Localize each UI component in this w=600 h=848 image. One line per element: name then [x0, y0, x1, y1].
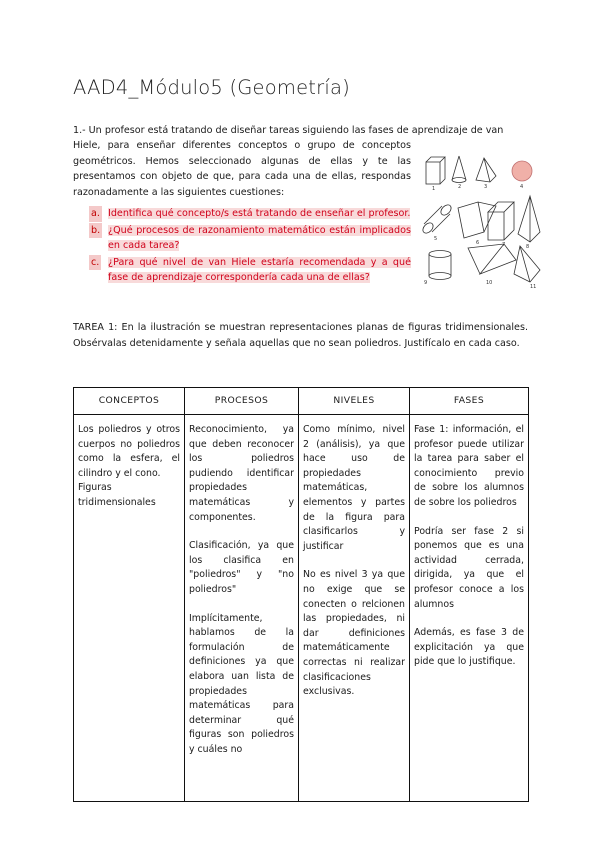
- solid-prism-shape: [426, 162, 440, 184]
- figure-label: 6: [476, 240, 480, 246]
- question-text: Identifica qué concepto/s está tratando de enseñar el profesor.: [108, 208, 411, 219]
- conceptos-text-2: Figuras tridimensionales: [78, 482, 156, 508]
- header-niveles: NIVELES: [299, 388, 410, 415]
- question-list: [89, 206, 411, 287]
- cell-niveles: [299, 415, 410, 802]
- solid-pyramid-shape: [476, 158, 496, 182]
- figure-label: 7: [502, 242, 506, 248]
- cell-fases: [410, 415, 529, 802]
- table-row: [74, 415, 529, 802]
- question-letter: c.: [89, 255, 101, 271]
- figure-label: 1: [432, 186, 436, 192]
- question-text: ¿Qué procesos de razonamiento matemático están implicados en cada tarea?: [108, 224, 411, 252]
- question-a: [89, 206, 411, 222]
- figure-label: 11: [530, 284, 537, 290]
- solid-box-shape: [488, 202, 514, 240]
- solid-cylinder-tilted-shape: [424, 206, 450, 232]
- figure-label: 10: [486, 280, 493, 286]
- solid-small-pyramid-shape: [514, 246, 540, 282]
- fases-text-3: Además, es fase 3 de explicitación ya que pide que lo justifique.: [414, 627, 524, 668]
- header-conceptos: CONCEPTOS: [74, 388, 185, 415]
- procesos-text-1: Reconocimiento, ya que deben reconocer los poliedros pudiendo identificar propiedades matemáticas y componentes.: [189, 424, 294, 523]
- solid-slanted-prism-shape: [458, 202, 496, 238]
- figure-label: 5: [434, 236, 438, 242]
- cell-conceptos: [74, 415, 185, 802]
- question-letter: b.: [89, 223, 102, 239]
- question-letter: a.: [89, 206, 102, 222]
- figure-label: 2: [458, 184, 462, 190]
- solid-cylinder-shape: [429, 251, 451, 258]
- table-header-row: [74, 388, 529, 415]
- figure-label: 3: [484, 184, 488, 190]
- procesos-text-2: Clasificación, ya que los clasifica en "poliedros" y "no poliedros": [189, 540, 294, 595]
- figure-label: 9: [424, 280, 428, 286]
- intro-line-1: 1.- Un profesor está tratando de diseñar tareas siguiendo las fases de aprendizaje de van: [73, 125, 504, 136]
- header-fases: FASES: [410, 388, 529, 415]
- niveles-text-2: No es nivel 3 ya que no exige que se conecten o relcionen las propiedades, ni dar definiciones matemáticamente correctas ni realizar clasificaciones exclusivas.: [303, 569, 405, 698]
- procesos-text-3: Implícitamente, hablamos de la formulación de definiciones ya que elabora uan lista de propiedades matemáticas para determinar qué figuras son poliedros y cuáles no: [189, 612, 294, 755]
- figure-label: 8: [526, 244, 530, 250]
- solid-wedge-shape: [468, 244, 516, 274]
- solid-sphere-shape: [512, 161, 532, 181]
- fases-text-2: Podría ser fase 2 si ponemos que es una actividad cerrada, dirigida, ya que el profesor conoce a los alumnos: [414, 525, 524, 610]
- intro-line-2: Hiele, para enseñar diferentes conceptos o grupo de conceptos geométricos. Hemos seleccionado algunas de ellas y te las presentamos con objeto de que, para cada una de ellas, respondas razonadamente a las siguientes cuestiones:: [73, 140, 411, 198]
- header-procesos: PROCESOS: [185, 388, 299, 415]
- question-b: [89, 223, 411, 254]
- cell-procesos: [185, 415, 299, 802]
- conceptos-text-1: Los poliedros y otros cuerpos no poliedros como la esfera, el cilindro y el cono.: [78, 424, 180, 479]
- figure-label: 4: [520, 184, 524, 190]
- solids-illustration: [418, 150, 542, 290]
- question-c: [89, 255, 411, 286]
- question-text: ¿Para qué nivel de van Hiele estaría recomendada y a qué fase de aprendizaje correspondería cada una de ellas?: [108, 256, 411, 284]
- fases-text-1: Fase 1: información, el profesor puede utilizar la tarea para saber el conocimiento previo de sobre los alumnos de sobre los poliedros: [414, 424, 524, 508]
- answer-table: [73, 387, 529, 802]
- solid-tall-pyramid-shape: [518, 196, 540, 242]
- solid-cone-shape: [452, 156, 466, 180]
- task-1-text: TAREA 1: En la ilustración se muestran representaciones planas de figuras tridimensionales. Obsérvalas detenidamente y señala aquellas que no sean poliedros. Justifícalo en cada caso.: [73, 322, 528, 349]
- page-title: AAD4_Módulo5 (Geometría): [73, 76, 350, 99]
- niveles-text-1: Como mínimo, nivel 2 (análisis), ya que hace uso de propiedades matemáticas, elementos y partes de la figura para clasificarlos y justificar: [303, 424, 405, 552]
